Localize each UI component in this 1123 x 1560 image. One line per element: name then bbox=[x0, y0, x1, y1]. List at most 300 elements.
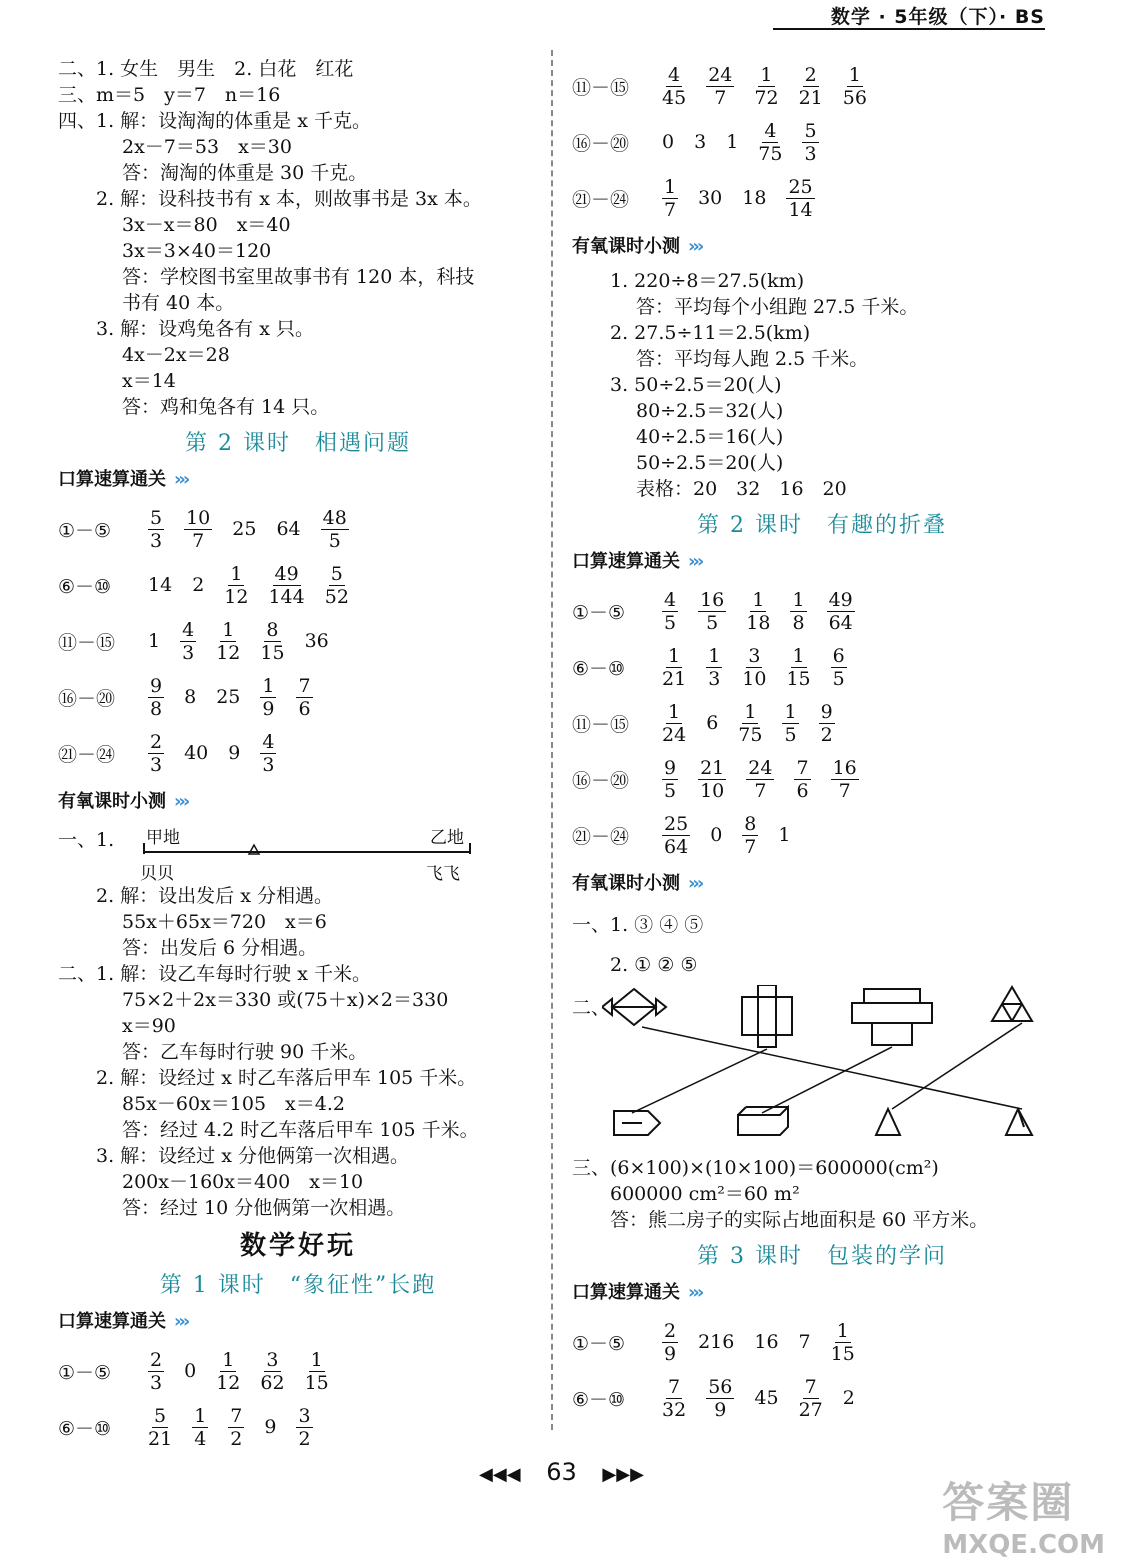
denominator: 64 bbox=[664, 835, 689, 858]
denominator: 18 bbox=[746, 611, 771, 634]
fraction-answer bbox=[662, 1320, 678, 1365]
section-label: 有氧课时小测 bbox=[572, 873, 680, 894]
denominator: 3 bbox=[150, 1371, 163, 1394]
number-answer: 45 bbox=[754, 1387, 779, 1409]
number-answer: 40 bbox=[184, 742, 209, 764]
numerator: 5 bbox=[154, 1404, 167, 1427]
header-rule bbox=[773, 28, 1045, 30]
text-line: 答：平均每个小组跑 27.5 千米。 bbox=[636, 296, 919, 318]
fraction-answer bbox=[742, 813, 758, 858]
numerator: 9 bbox=[820, 700, 833, 723]
fraction-answer bbox=[224, 563, 248, 608]
question-number: 二、 bbox=[572, 997, 611, 1019]
numerator: 1 bbox=[792, 588, 805, 611]
text-line: 三、m＝5 y＝7 n＝16 bbox=[58, 84, 281, 106]
text-line: 答：出发后 6 分相遇。 bbox=[122, 937, 318, 959]
text-line: 三、(6×100)×(10×100)＝600000(cm²) bbox=[572, 1157, 939, 1179]
denominator: 21 bbox=[798, 86, 823, 109]
numerator: 1 bbox=[668, 700, 681, 723]
number-answer: 8 bbox=[184, 686, 197, 708]
denominator: 32 bbox=[662, 1398, 687, 1421]
watermark-logo: 答案圈 bbox=[942, 1478, 1075, 1527]
row-label: ㉑－㉔ bbox=[58, 743, 116, 766]
fraction-answer bbox=[790, 589, 806, 634]
numerator: 1 bbox=[310, 1348, 323, 1371]
section-label: 口算速算通关 bbox=[58, 469, 166, 490]
page-header: 数学 · 5年级（下）· BS bbox=[830, 6, 1045, 28]
answer-row bbox=[572, 807, 1072, 863]
numerator: 48 bbox=[322, 506, 347, 529]
denominator: 6 bbox=[796, 779, 809, 802]
numerator: 8 bbox=[266, 618, 279, 641]
numerator: 1 bbox=[664, 175, 677, 198]
denominator: 9 bbox=[262, 697, 275, 720]
fraction-answer bbox=[831, 757, 859, 802]
denominator: 3 bbox=[708, 667, 721, 690]
answer-grid bbox=[58, 501, 538, 781]
denominator: 12 bbox=[216, 641, 241, 664]
row-label: ①－⑤ bbox=[572, 601, 626, 624]
numerator: 7 bbox=[804, 1375, 817, 1398]
number-answer: 64 bbox=[276, 518, 301, 540]
number-answer: 9 bbox=[228, 742, 241, 764]
denominator: 10 bbox=[742, 667, 767, 690]
fraction-answer bbox=[706, 64, 734, 109]
page-number: 63 bbox=[546, 1458, 577, 1486]
fraction-answer bbox=[148, 1349, 164, 1394]
text-line: 答：平均每人跑 2.5 千米。 bbox=[636, 348, 869, 370]
denominator: 3 bbox=[150, 529, 163, 552]
row-label: ⑥－⑩ bbox=[572, 657, 626, 680]
denominator: 3 bbox=[262, 753, 275, 776]
fraction-answer bbox=[148, 1405, 172, 1450]
section-label: 口算速算通关 bbox=[572, 1282, 680, 1303]
answer-row bbox=[58, 1399, 538, 1455]
text-line: 3x＝3×40＝120 bbox=[122, 240, 272, 262]
numerator: 7 bbox=[668, 1375, 681, 1398]
double-chevron-icon: ››› bbox=[688, 873, 702, 894]
denominator: 144 bbox=[268, 585, 305, 608]
denominator: 24 bbox=[662, 723, 687, 746]
lesson-title: 第 2 课时 相遇问题 bbox=[185, 431, 411, 456]
numerator: 1 bbox=[708, 644, 721, 667]
text-line: 答：乙车每时行驶 90 千米。 bbox=[122, 1041, 368, 1063]
numerator: 4 bbox=[764, 119, 777, 142]
text-line: 答：淘淘的体重是 30 千克。 bbox=[122, 162, 368, 184]
answer-row bbox=[58, 669, 538, 725]
text-line: x＝14 bbox=[122, 370, 176, 392]
text-line: 答：经过 4.2 时乙车落后甲车 105 千米。 bbox=[122, 1119, 479, 1141]
denominator: 64 bbox=[828, 611, 853, 634]
section-title bbox=[572, 1278, 1072, 1304]
fraction-answer bbox=[260, 1349, 284, 1394]
fraction-answer bbox=[799, 64, 823, 109]
number-answer: 1 bbox=[148, 630, 161, 652]
text-line: 答：熊二房子的实际占地面积是 60 平方米。 bbox=[610, 1209, 989, 1231]
denominator: 45 bbox=[662, 86, 687, 109]
text-line: 600000 cm²＝60 m² bbox=[610, 1183, 800, 1205]
numerator: 3 bbox=[298, 1404, 311, 1427]
text-line: 2. 解：设科技书有 x 本，则故事书是 3x 本。 bbox=[96, 188, 482, 210]
answer-row bbox=[572, 695, 1072, 751]
numerator: 16 bbox=[700, 588, 725, 611]
numerator: 1 bbox=[262, 674, 275, 697]
denominator: 62 bbox=[260, 1371, 285, 1394]
watermark-domain: MXQE.COM bbox=[942, 1530, 1105, 1560]
answer-grid bbox=[58, 1343, 538, 1455]
label-person-b: 飞飞 bbox=[426, 864, 460, 884]
number-answer: 2 bbox=[842, 1387, 855, 1409]
fraction-answer bbox=[662, 813, 690, 858]
answer-row bbox=[572, 583, 1072, 639]
text-line: 四、1. 解：设淘淘的体重是 x 千克。 bbox=[58, 110, 371, 132]
fraction-answer bbox=[698, 589, 726, 634]
answer-row bbox=[572, 751, 1072, 807]
text-line: 2. 解：设经过 x 时乙车落后甲车 105 千米。 bbox=[96, 1067, 477, 1089]
section-label: 有氧课时小测 bbox=[572, 236, 680, 257]
denominator: 15 bbox=[304, 1371, 329, 1394]
fraction-answer bbox=[799, 1376, 823, 1421]
fraction-answer bbox=[148, 731, 164, 776]
row-label: ①－⑤ bbox=[58, 1361, 112, 1384]
double-chevron-icon: ››› bbox=[174, 469, 188, 490]
denominator: 5 bbox=[328, 529, 341, 552]
answer-row bbox=[572, 639, 1072, 695]
numerator: 4 bbox=[182, 618, 195, 641]
fraction-answer bbox=[754, 64, 778, 109]
fraction-answer bbox=[746, 757, 774, 802]
numerator: 5 bbox=[804, 119, 817, 142]
numerator: 3 bbox=[748, 644, 761, 667]
denominator: 15 bbox=[786, 667, 811, 690]
numerator: 10 bbox=[186, 506, 211, 529]
fraction-answer bbox=[216, 1349, 240, 1394]
section-title bbox=[572, 869, 1072, 895]
denominator: 2 bbox=[820, 723, 833, 746]
fraction-answer bbox=[192, 1405, 208, 1450]
fraction-answer bbox=[706, 645, 722, 690]
section-label: 口算速算通关 bbox=[58, 1311, 166, 1332]
lesson-title: 第 3 课时 包装的学问 bbox=[697, 1244, 947, 1269]
row-label: ⑪－⑮ bbox=[572, 76, 630, 99]
double-chevron-icon: ››› bbox=[688, 236, 702, 257]
label-end: 乙地 bbox=[430, 828, 464, 848]
fraction-answer bbox=[802, 120, 818, 165]
denominator: 7 bbox=[754, 779, 767, 802]
text-line: 40÷2.5＝16(人) bbox=[636, 426, 784, 448]
fraction-answer bbox=[662, 64, 686, 109]
text-line: 1. 220÷8＝27.5(km) bbox=[610, 270, 805, 292]
number-answer: 6 bbox=[706, 712, 719, 734]
number-answer: 1 bbox=[778, 824, 791, 846]
number-answer: 0 bbox=[184, 1360, 197, 1382]
number-answer: 1 bbox=[726, 131, 739, 153]
text-line: 二、1. 解：设乙车每时行驶 x 千米。 bbox=[58, 963, 371, 985]
text-line: 200x－160x＝400 x＝10 bbox=[122, 1171, 364, 1193]
denominator: 21 bbox=[148, 1427, 173, 1450]
text-line: 表格：20 32 16 20 bbox=[636, 478, 847, 500]
numerator: 1 bbox=[848, 63, 861, 86]
numerator: 4 bbox=[668, 63, 681, 86]
section-label: 有氧课时小测 bbox=[58, 791, 166, 812]
text-line: 答：经过 10 分他俩第一次相遇。 bbox=[122, 1197, 406, 1219]
answer-row bbox=[58, 725, 538, 781]
denominator: 75 bbox=[738, 723, 763, 746]
denominator: 15 bbox=[830, 1342, 855, 1365]
matching-svg bbox=[602, 985, 1082, 1155]
fraction-answer bbox=[662, 589, 678, 634]
denominator: 7 bbox=[838, 779, 851, 802]
fraction-answer bbox=[831, 645, 847, 690]
lesson-title: 第 2 课时 有趣的折叠 bbox=[697, 513, 947, 538]
answer-grid bbox=[572, 58, 1072, 226]
denominator: 56 bbox=[842, 86, 867, 109]
fraction-answer bbox=[786, 645, 810, 690]
denominator: 5 bbox=[664, 611, 677, 634]
text-line: 3. 解：设鸡兔各有 x 只。 bbox=[96, 318, 314, 340]
text-line: 2x－7＝53 x＝30 bbox=[122, 136, 292, 158]
denominator: 3 bbox=[182, 641, 195, 664]
fraction-answer bbox=[321, 507, 349, 552]
text-line: 75×2＋2x＝330 或(75＋x)×2＝330 bbox=[122, 989, 449, 1011]
fraction-answer bbox=[662, 701, 686, 746]
denominator: 52 bbox=[324, 585, 349, 608]
denominator: 7 bbox=[664, 198, 677, 221]
fraction-answer bbox=[742, 645, 766, 690]
row-label: ①－⑤ bbox=[58, 519, 112, 542]
row-label: ①－⑤ bbox=[572, 1332, 626, 1355]
answer-row bbox=[572, 170, 1072, 226]
answer-row bbox=[58, 613, 538, 669]
fraction-answer bbox=[325, 563, 349, 608]
denominator: 14 bbox=[788, 198, 813, 221]
denominator: 4 bbox=[194, 1427, 207, 1450]
fraction-answer bbox=[662, 757, 678, 802]
answer-row bbox=[572, 1314, 1072, 1370]
row-label: ⑯－⑳ bbox=[572, 132, 630, 155]
denominator: 5 bbox=[664, 779, 677, 802]
numerator: 2 bbox=[150, 1348, 163, 1371]
text-line: x＝90 bbox=[122, 1015, 176, 1037]
fraction-answer bbox=[827, 589, 855, 634]
text-line: 80÷2.5＝32(人) bbox=[636, 400, 784, 422]
fraction-answer bbox=[706, 1376, 734, 1421]
numerator: 2 bbox=[804, 63, 817, 86]
numerator: 2 bbox=[664, 1319, 677, 1342]
number-answer: 16 bbox=[754, 1331, 779, 1353]
row-label: ⑯－⑳ bbox=[572, 769, 630, 792]
unit-title: 数学好玩 bbox=[239, 1231, 356, 1261]
denominator: 7 bbox=[714, 86, 727, 109]
answer-row bbox=[58, 501, 538, 557]
left-column bbox=[58, 56, 538, 1455]
row-label: ⑥－⑩ bbox=[58, 1417, 112, 1440]
text-line: 3. 解：设经过 x 分他俩第一次相遇。 bbox=[96, 1145, 409, 1167]
fraction-answer bbox=[758, 120, 782, 165]
numerator: 2 bbox=[150, 730, 163, 753]
numerator: 8 bbox=[744, 812, 757, 835]
numerator: 1 bbox=[668, 644, 681, 667]
number-answer: 0 bbox=[662, 131, 675, 153]
text-line: 答：学校图书室里故事书有 120 本，科技 bbox=[122, 266, 475, 288]
denominator: 7 bbox=[744, 835, 757, 858]
fraction-answer bbox=[148, 507, 164, 552]
denominator: 27 bbox=[798, 1398, 823, 1421]
answer-row bbox=[58, 1343, 538, 1399]
number-answer: 7 bbox=[798, 1331, 811, 1353]
denominator: 9 bbox=[714, 1398, 727, 1421]
numerator: 1 bbox=[222, 1348, 235, 1371]
section-label: 口算速算通关 bbox=[572, 551, 680, 572]
numerator: 7 bbox=[796, 756, 809, 779]
fraction-answer bbox=[794, 757, 810, 802]
denominator: 8 bbox=[792, 611, 805, 634]
net-matching-diagram bbox=[572, 985, 1072, 1155]
answer-row bbox=[58, 557, 538, 613]
fraction-answer bbox=[184, 507, 212, 552]
fraction-answer bbox=[843, 64, 867, 109]
numerator: 49 bbox=[274, 562, 299, 585]
number-answer: 14 bbox=[148, 574, 173, 596]
denominator: 12 bbox=[216, 1371, 241, 1394]
fraction-answer bbox=[260, 675, 276, 720]
numerator: 3 bbox=[266, 1348, 279, 1371]
label-start: 甲地 bbox=[146, 828, 180, 848]
label-person-a: 贝贝 bbox=[140, 864, 174, 884]
denominator: 75 bbox=[758, 142, 783, 165]
next-arrows-icon: ▶▶▶ bbox=[602, 1464, 644, 1485]
section-title bbox=[58, 1307, 538, 1333]
double-chevron-icon: ››› bbox=[174, 791, 188, 812]
numerator: 24 bbox=[708, 63, 733, 86]
fraction-answer bbox=[296, 675, 312, 720]
number-answer: 3 bbox=[694, 131, 707, 153]
denominator: 5 bbox=[706, 611, 719, 634]
numerator: 24 bbox=[748, 756, 773, 779]
numerator: 21 bbox=[700, 756, 725, 779]
fraction-answer bbox=[831, 1320, 855, 1365]
answer-grid bbox=[572, 583, 1072, 863]
denominator: 9 bbox=[664, 1342, 677, 1365]
section-title bbox=[58, 465, 538, 491]
text-line: 50÷2.5＝20(人) bbox=[636, 452, 784, 474]
number-answer: 2 bbox=[192, 574, 205, 596]
number-answer: 25 bbox=[232, 518, 257, 540]
text-line: 二、1. 女生 男生 2. 白花 红花 bbox=[58, 58, 354, 80]
text-line: 书有 40 本。 bbox=[122, 292, 235, 314]
numerator: 1 bbox=[194, 1404, 207, 1427]
fraction-answer bbox=[260, 619, 284, 664]
text-line: 3. 50÷2.5＝20(人) bbox=[610, 374, 782, 396]
fraction-answer bbox=[746, 589, 770, 634]
question-number: 一、1. bbox=[58, 829, 115, 851]
number-answer: 36 bbox=[304, 630, 329, 652]
row-label: ⑯－⑳ bbox=[58, 687, 116, 710]
fraction-answer bbox=[180, 619, 196, 664]
denominator: 7 bbox=[192, 529, 205, 552]
text-line: 3x－x＝80 x＝40 bbox=[122, 214, 291, 236]
numerator: 7 bbox=[230, 1404, 243, 1427]
text-line: 答：鸡和兔各有 14 只。 bbox=[122, 396, 330, 418]
meeting-diagram bbox=[58, 823, 538, 883]
denominator: 10 bbox=[700, 779, 725, 802]
numerator: 9 bbox=[150, 674, 163, 697]
fraction-answer bbox=[216, 619, 240, 664]
denominator: 21 bbox=[662, 667, 687, 690]
numerator: 1 bbox=[752, 588, 765, 611]
numerator: 25 bbox=[664, 812, 689, 835]
row-label: ⑥－⑩ bbox=[58, 575, 112, 598]
numerator: 25 bbox=[788, 175, 813, 198]
numerator: 16 bbox=[832, 756, 857, 779]
denominator: 2 bbox=[230, 1427, 243, 1450]
answer-row bbox=[572, 114, 1072, 170]
number-answer: 0 bbox=[710, 824, 723, 846]
right-column bbox=[572, 58, 1072, 1426]
denominator: 12 bbox=[224, 585, 249, 608]
denominator: 3 bbox=[150, 753, 163, 776]
fraction-answer bbox=[260, 731, 276, 776]
section-title bbox=[572, 232, 1072, 258]
fraction-answer bbox=[148, 675, 164, 720]
numerator: 1 bbox=[744, 700, 757, 723]
text-line: 2. ① ② ⑤ bbox=[610, 954, 698, 976]
row-label: ⑪－⑮ bbox=[572, 713, 630, 736]
denominator: 3 bbox=[804, 142, 817, 165]
denominator: 6 bbox=[298, 697, 311, 720]
row-label: ⑪－⑮ bbox=[58, 631, 116, 654]
numerator: 5 bbox=[150, 506, 163, 529]
number-answer: 18 bbox=[742, 187, 767, 209]
route-line bbox=[142, 841, 472, 863]
lesson-title: 第 1 课时 “象征性”长跑 bbox=[159, 1273, 437, 1298]
section-title bbox=[58, 787, 538, 813]
fraction-answer bbox=[786, 176, 814, 221]
fraction-answer bbox=[662, 1376, 686, 1421]
fraction-answer bbox=[305, 1349, 329, 1394]
double-chevron-icon: ››› bbox=[688, 1282, 702, 1303]
double-chevron-icon: ››› bbox=[174, 1311, 188, 1332]
answer-row bbox=[572, 1370, 1072, 1426]
denominator: 5 bbox=[784, 723, 797, 746]
numerator: 4 bbox=[262, 730, 275, 753]
double-chevron-icon: ››› bbox=[688, 551, 702, 572]
numerator: 56 bbox=[708, 1375, 733, 1398]
fraction-answer bbox=[296, 1405, 312, 1450]
fraction-answer bbox=[268, 563, 304, 608]
numerator: 49 bbox=[828, 588, 853, 611]
fraction-answer bbox=[819, 701, 835, 746]
fraction-answer bbox=[698, 757, 726, 802]
denominator: 2 bbox=[298, 1427, 311, 1450]
numerator: 5 bbox=[330, 562, 343, 585]
text-line: 一、1. ③ ④ ⑤ bbox=[572, 914, 704, 936]
answer-row bbox=[572, 58, 1072, 114]
fraction-answer bbox=[662, 176, 678, 221]
fraction-answer bbox=[738, 701, 762, 746]
numerator: 1 bbox=[760, 63, 773, 86]
answer-grid bbox=[572, 1314, 1072, 1426]
section-title bbox=[572, 547, 1072, 573]
fraction-answer bbox=[662, 645, 686, 690]
denominator: 15 bbox=[260, 641, 285, 664]
text-line: 2. 解：设出发后 x 分相遇。 bbox=[96, 885, 333, 907]
number-answer: 9 bbox=[264, 1416, 277, 1438]
numerator: 1 bbox=[222, 618, 235, 641]
number-answer: 25 bbox=[216, 686, 241, 708]
text-line: 2. 27.5÷11＝2.5(km) bbox=[610, 322, 811, 344]
column-divider bbox=[551, 50, 553, 1430]
